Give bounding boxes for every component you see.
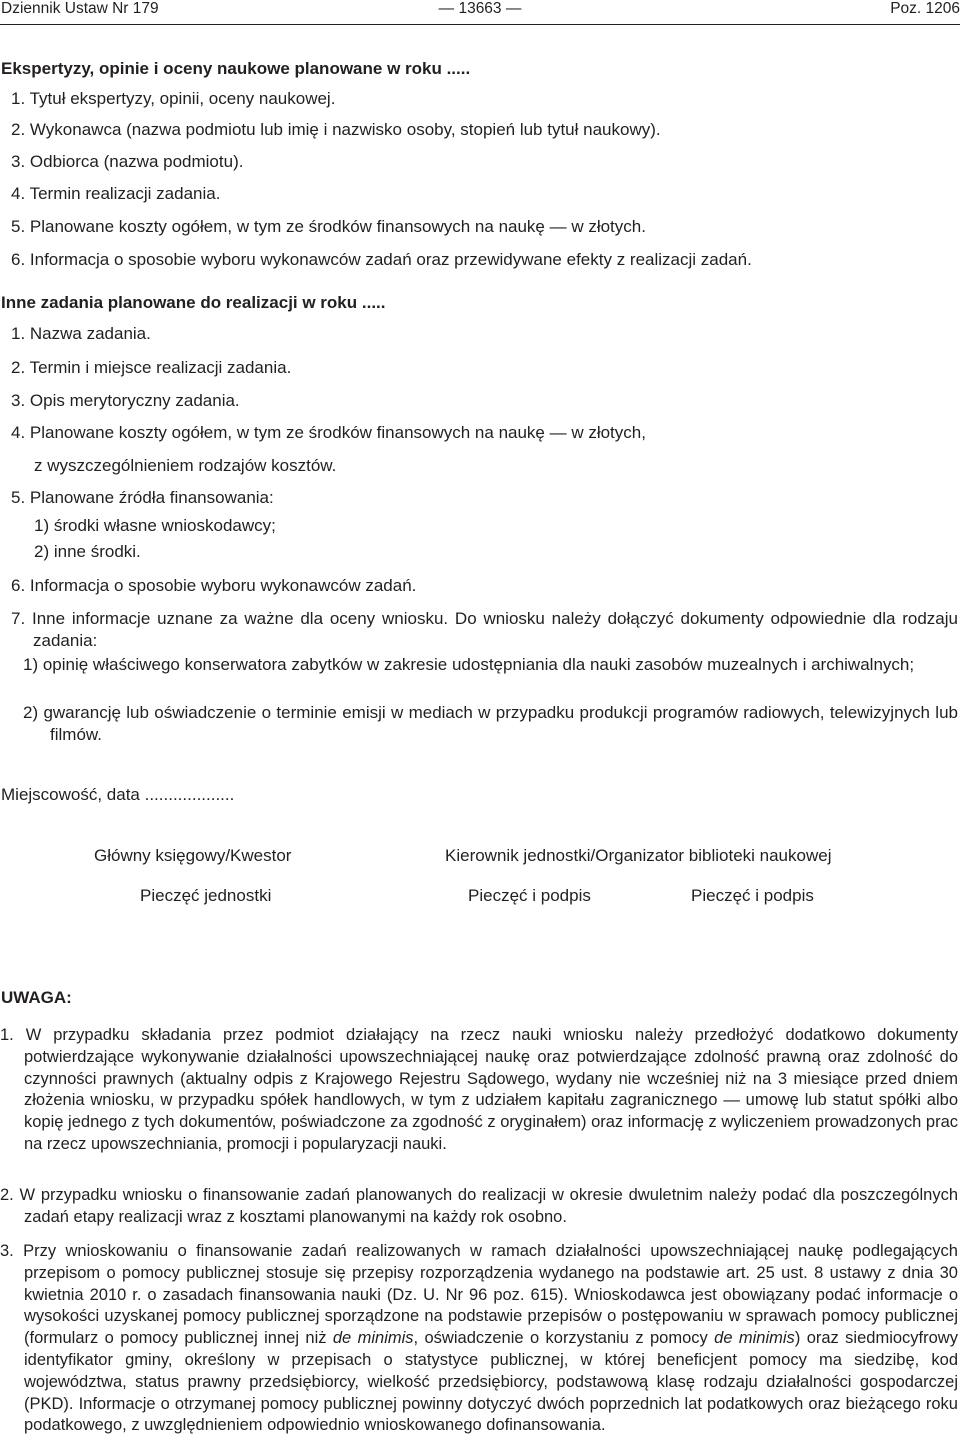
page-number: — 13663 — bbox=[438, 0, 522, 17]
list-item-continuation: z wyszczególnieniem rodzajów kosztów. bbox=[34, 456, 337, 475]
head-of-unit-label: Kierownik jednostki/Organizator biblioteki naukowej bbox=[445, 846, 832, 865]
note-text: 3. Przy wnioskowaniu o finansowanie zadań realizowanych w ramach działalności upowszechniającej naukę podlegających przepisom o pomocy publicznej stosuje się przepisy rozporządzenia wydanego na podstawie art. 25 ust. 8 ustawy z dnia 30 kwietnia 2010 r. o zasadach finansowania nauki (Dz. U. Nr 96 poz. 615). Wnioskodawca jest obowiązany podać informacje o wysokości uzyskanej pomocy publicznej sporządzone na podstawie przepisów o postępowaniu w sprawach pomocy publicznej (formularz o pomocy publicznej innej niż bbox=[0, 1242, 958, 1348]
list-item: 5. Planowane koszty ogółem, w tym ze środków finansowych na naukę — w złotych. bbox=[11, 217, 646, 236]
header-rule bbox=[0, 24, 960, 25]
list-item: 4. Planowane koszty ogółem, w tym ze środków finansowych na naukę — w złotych, bbox=[11, 423, 646, 442]
page-header bbox=[0, 0, 960, 20]
list-item: 6. Informacja o sposobie wyboru wykonawców zadań. bbox=[11, 576, 417, 595]
uwaga-note: 2. W przypadku wniosku o finansowanie zadań planowanych do realizacji w okresie dwuletnim należy podać dla poszczególnych zadań etapy realizacji wraz z kosztami planowanymi na każdy rok osobno. bbox=[0, 1186, 958, 1226]
list-item: 2. Termin i miejsce realizacji zadania. bbox=[11, 358, 292, 377]
place-date-field: Miejscowość, data ................... bbox=[1, 785, 235, 804]
note-text-italic: de minimis bbox=[714, 1329, 795, 1348]
chief-accountant-label: Główny księgowy/Kwestor bbox=[94, 846, 292, 865]
section-expertises-title: Ekspertyzy, opinie i oceny naukowe planowane w roku ..... bbox=[1, 59, 471, 78]
uwaga-title: UWAGA: bbox=[1, 988, 72, 1007]
unit-stamp-label: Pieczęć jednostki bbox=[140, 886, 272, 905]
note-text: , oświadczenie o korzystaniu z pomocy bbox=[413, 1329, 715, 1348]
sub-list-item: 2) gwarancję lub oświadczenie o terminie emisji w mediach w przypadku produkcji programów radiowych, telewizyjnych lub filmów. bbox=[23, 703, 958, 744]
stamp-signature-label: Pieczęć i podpis bbox=[691, 886, 814, 905]
stamp-signature-label: Pieczęć i podpis bbox=[468, 886, 591, 905]
sub-list-item: 1) środki własne wnioskodawcy; bbox=[34, 516, 276, 535]
position-number: Poz. 1206 bbox=[890, 0, 960, 17]
section-other-title: Inne zadania planowane do realizacji w roku ..... bbox=[1, 293, 386, 312]
note-text: ) oraz siedmiocyfrowy identyfikator gminy, określony w przepisach o statystyce publicznej, w której beneficjent pomocy ma siedzibę, kod województwa, status prawny przedsiębiorcy, wielkość przedsiębiorcy, podstawową klasę rodzaju działalności gospodarczej (PKD). Informacje o otrzymanej pomocy publicznej powinny dotyczyć dwóch poprzednich lat podatkowych oraz bieżącego roku podatkowego, z uwzględnieniem odpowiednio wnioskowanego dofinansowania. bbox=[24, 1329, 958, 1435]
list-item: 1. Tytuł ekspertyzy, opinii, oceny naukowej. bbox=[11, 89, 336, 108]
list-item: 3. Odbiorca (nazwa podmiotu). bbox=[11, 152, 244, 171]
list-item: 6. Informacja o sposobie wyboru wykonawców zadań oraz przewidywane efekty z realizacji zadań. bbox=[11, 250, 752, 269]
journal-title: Dziennik Ustaw Nr 179 bbox=[1, 0, 159, 17]
list-item: 2. Wykonawca (nazwa podmiotu lub imię i nazwisko osoby, stopień lub tytuł naukowy). bbox=[11, 120, 661, 139]
uwaga-note: 1. W przypadku składania przez podmiot działający na rzecz nauki wniosku należy przedłożyć dodatkowo dokumenty potwierdzające wykonywanie działalności upowszechniającej naukę oraz potwierdzające zdolność prawną oraz zdolność do czynności prawnych (aktualny odpis z Krajowego Rejestru Sądowego, wydany nie wcześniej niż na 3 miesiące przed dniem złożenia wniosku, w przypadku spółek handlowych, w tym z udziałem kapitału zagranicznego — umowę lub statut spółki albo kopię jednego z tych dokumentów, poświadczone za zgodność z oryginałem) oraz informację z wyliczeniem prowadzonych prac na rzecz upowszechniania, promocji i popularyzacji nauki. bbox=[0, 1026, 958, 1153]
list-item: 1. Nazwa zadania. bbox=[11, 324, 151, 343]
list-item: 5. Planowane źródła finansowania: bbox=[11, 488, 274, 507]
sub-list-item: 1) opinię właściwego konserwatora zabytków w zakresie udostępniania dla nauki zasobów muzealnych i archiwalnych; bbox=[23, 655, 915, 674]
uwaga-note bbox=[0, 1241, 958, 1437]
note-text-italic: de minimis bbox=[332, 1329, 414, 1348]
list-item: 3. Opis merytoryczny zadania. bbox=[11, 391, 240, 410]
list-item: 4. Termin realizacji zadania. bbox=[11, 184, 221, 203]
sub-list-item: 2) inne środki. bbox=[34, 542, 141, 561]
list-item: 7. Inne informacje uznane za ważne dla oceny wniosku. Do wniosku należy dołączyć dokumenty odpowiednie dla rodzaju zadania: bbox=[11, 609, 958, 650]
